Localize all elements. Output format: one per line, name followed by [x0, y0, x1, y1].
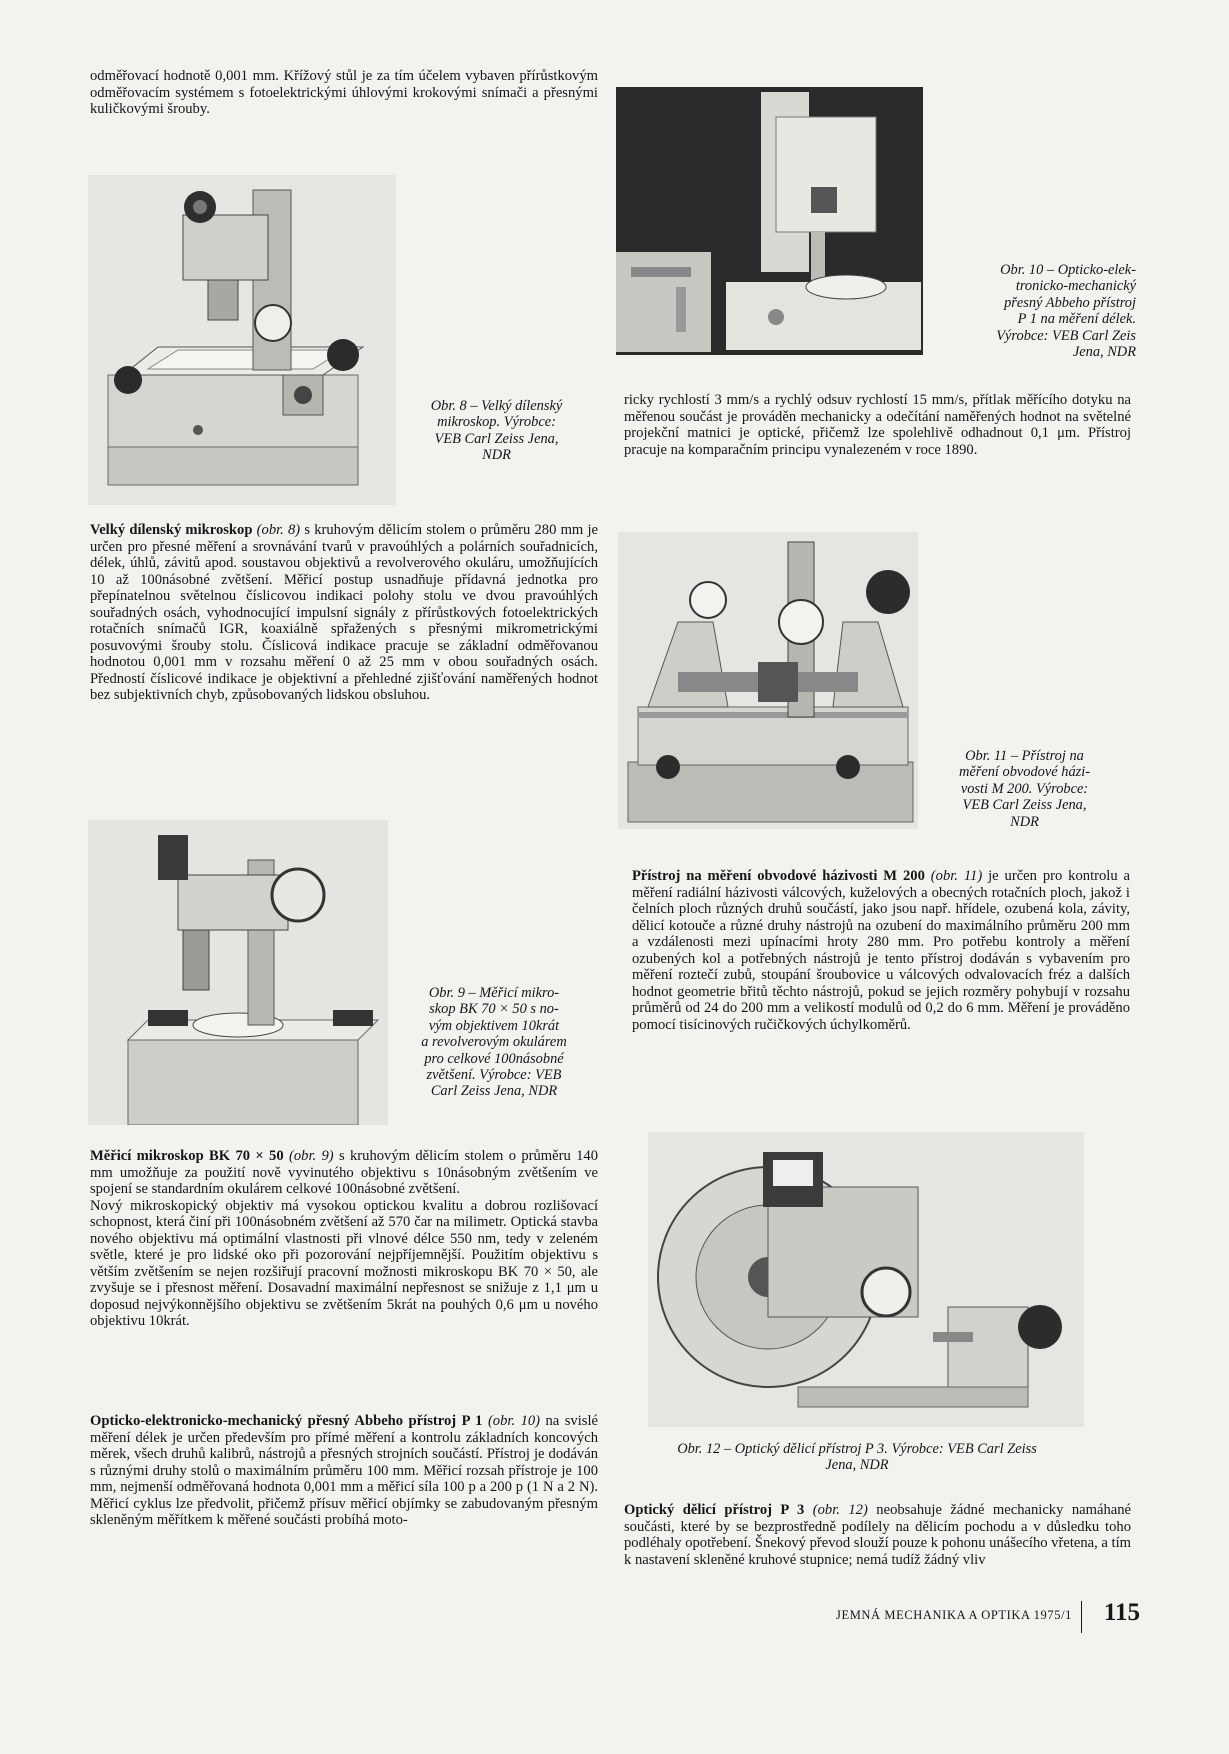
section-m200-ref: (obr. 11) — [930, 868, 983, 884]
fig9-microscope-image — [88, 820, 388, 1125]
section-velky-title: Velký dílenský mikroskop — [90, 522, 253, 538]
section-bk-ref: (obr. 9) — [288, 1148, 334, 1164]
section-bk-mikroskop — [90, 1148, 598, 1330]
section-velky-text: s kruhovým dělicím stolem o průměru 280 mm je určen pro přesné měření a srovnávání tvarů v pravoúhlých a polárních souřadnicích, délek, úhlů, závitů apod. soustavou objektivů a revolverového okuláru, umožňujících 10 až 100násobné zvětšení. Měřicí postup usnadňuje přídavná jednotka pro přepínatelnou světelnou číslicovou indikaci polohy stolu ve dvou pravoúhlých souřadných osách, vyhodnocující impulsní signály z přírůstkových fotoelektrických rotačních snímačů IGR, koaxiálně spřažených s přesnými mikrometrickými posuvovými šrouby stolu. Číslicová indikace pracuje se základní odměřovanou hodnotou 0,001 mm v rozsahu měření 0 až 25 mm v obou souřadných osách. Předností číslicové indikace je objektivní a přehledné zjišťování naměřených hodnot bez subjektivních chyb, způsobovaných lidskou obsluhou. — [90, 522, 598, 703]
fig12-photo — [648, 1132, 1084, 1427]
section-p1-ref: (obr. 10) — [487, 1413, 541, 1429]
section-bk-text-2: Nový mikroskopický objektiv má vysokou optickou kvalitu a dobrou rozlišovací schopnost, která činí při 100násobném zvětšení až 570 čar na milimetr. Optická stavba nového objektivu má optimální vlastnosti při vlnové délce 550 nm, tedy v zeleném světle, které je pro lidské oko při pozorování nejpříjemnější. Použitím objektivu s větším zvětšením se nejen rozšiřují pracovní možnosti mikroskopu BK 70 × 50, ale zvyšuje se i přesnost měření. Dosavadní maximální nepřesnost se snižuje z 1,1 μm u doposud nejvýkonnějšího objektivu se zvětšením 5krát na pouhých 0,6 μm u nového objektivu 10krát. — [90, 1197, 598, 1329]
fig10-caption-line-3: přesný Abbeho přístroj — [1004, 294, 1136, 311]
fig12-caption-line-1: Obr. 12 – Optický dělicí přístroj P 3. Výrobce: VEB Carl Zeiss — [677, 1441, 1037, 1457]
fig10-caption-line-1: Obr. 10 – Opticko-elek- — [1000, 262, 1136, 278]
section-bk-text: s kruhovým dělicím stolem o průměru 140 mm umožňuje za použití nově vyvinutého objektivu s 10násobným zvětšením ve spojení se standardním okulárem celkové 100násobné zvětšení. — [90, 1148, 598, 1197]
section-p3-title: Optický dělicí přístroj P 3 — [624, 1502, 805, 1518]
section-p3 — [624, 1502, 1131, 1568]
fig8-caption — [405, 398, 588, 464]
fig9-caption-line-7: Carl Zeiss Jena, NDR — [430, 1083, 558, 1100]
fig11-caption-line-4: VEB Carl Zeiss Jena, — [962, 797, 1087, 814]
col2-continuation-text: ricky rychlostí 3 mm/s a rychlý odsuv rychlostí 15 mm/s, přítlak měřícího dotyku na měřenou součást je prováděn mechanicky a odečítání naměřených hodnot na světelné projekční matnici je optické, přičemž lze spolehlivě odhadnout 0,1 μm. Přístroj pracuje na komparačním principu vynalezeném v roce 1890. — [624, 392, 1131, 458]
section-bk-title: Měřicí mikroskop BK 70 × 50 — [90, 1148, 284, 1164]
fig10-caption — [930, 262, 1136, 360]
col2-continuation — [624, 392, 1131, 458]
journal-name: JEMNÁ MECHANIKA A OPTIKA 1975/1 — [836, 1608, 1072, 1622]
fig11-caption-line-3: vosti M 200. Výrobce: — [960, 780, 1089, 797]
section-velky-ref: (obr. 8) — [256, 522, 301, 538]
section-m200-title: Přístroj na měření obvodové házivosti M 200 — [632, 868, 925, 884]
fig9-caption-line-2: skop BK 70 × 50 s no- — [429, 1001, 559, 1018]
section-p3-text: neobsahuje žádné mechanicky namáhané součásti, které by se bezprostředně podílely na dělicím pochodu a v důsledku toho podléhaly opotřebení. Šnekový převod slouží pouze k pohonu unášecího vřetena, a tím k nastavení skleněné kruhové stupnice; nemá tudíž žádný vliv — [624, 1502, 1132, 1568]
fig9-photo — [88, 820, 388, 1125]
fig9-caption-line-3: vým objektivem 10krát — [428, 1017, 560, 1034]
fig8-photo — [88, 175, 396, 505]
fig9-caption-line-5: pro celkové 100násobné — [424, 1050, 564, 1067]
fig10-caption-line-5: Výrobce: VEB Carl Zeis — [996, 327, 1136, 344]
page-number: 115 — [1103, 1599, 1140, 1626]
fig11-instrument-image — [618, 532, 918, 829]
fig8-caption-line-3: VEB Carl Zeiss Jena, — [434, 430, 559, 447]
fig10-caption-line-6: Jena, NDR — [1072, 344, 1136, 361]
fig11-caption-line-5: NDR — [1010, 813, 1039, 830]
section-p3-ref: (obr. 12) — [812, 1502, 868, 1518]
section-m200 — [632, 868, 1130, 1033]
fig11-photo — [618, 532, 918, 829]
fig8-caption-line-1: Obr. 8 – Velký dílenský — [430, 398, 563, 414]
page-footer — [760, 1597, 1140, 1637]
fig8-microscope-image — [88, 175, 396, 505]
fig9-caption-line-4: a revolverovým okulárem — [421, 1034, 567, 1051]
fig10-caption-line-4: P 1 na měření délek. — [1017, 311, 1136, 328]
fig10-instrument-image — [616, 87, 923, 355]
intro-paragraph — [90, 68, 598, 118]
section-velky-mikroskop — [90, 522, 598, 704]
fig11-caption-line-1: Obr. 11 – Přístroj na — [965, 748, 1084, 764]
fig8-caption-line-4: NDR — [482, 447, 511, 464]
fig12-instrument-image — [648, 1132, 1084, 1427]
section-p1-title: Opticko-elektronicko-mechanický přesný Abbeho přístroj P 1 — [90, 1413, 483, 1429]
fig10-caption-line-2: tronicko-mechanický — [1015, 278, 1136, 295]
fig9-caption-line-6: zvětšení. Výrobce: VEB — [426, 1067, 562, 1084]
fig10-photo — [616, 87, 923, 355]
fig11-caption — [927, 748, 1122, 830]
fig9-caption — [398, 985, 590, 1100]
fig8-caption-line-2: mikroskop. Výrobce: — [437, 414, 556, 431]
intro-text: odměřovací hodnotě 0,001 mm. Křížový stůl je za tím účelem vybaven přírůstkovým odměřovacím systémem s fotoelektrickými úhlovými krokovými snímači a přesnými kuličkovými šrouby. — [90, 68, 598, 117]
fig12-caption — [602, 1441, 1112, 1474]
section-p1-text: na svislé měření délek je určen především pro přímé měření a kontrolu základních koncových měrek, všech druhů kalibrů, nástrojů a přesných strojních součástí. Přístroj je dodáván s různými druhy stolů o maximálním průměru 100 mm. Měřicí rozsah přístroje je 100 mm, nejmenší odměřovaná hodnota 0,001 mm a měřicí síla 100 p a 200 p (1 N a 2 N). Měřicí cyklus lze předvolit, přičemž přísuv měřicí objímky se zabudovaným přesným skleněným měřítkem k měřené součásti probíhá moto- — [90, 1413, 598, 1528]
fig12-caption-line-2: Jena, NDR — [825, 1457, 889, 1474]
fig9-caption-line-1: Obr. 9 – Měřicí mikro- — [428, 985, 560, 1001]
section-m200-text: je určen pro kontrolu a měření radiální házivosti válcových, kuželových a obecných rotačních ploch, jakož i čelních ploch různých druhů součástí, jako jsou např. hřídele, ozubená kola, závity, dělicí kotouče a různé druhy nástrojů na ozubení do maximálního průměru 200 mm a vzdálenosti mezi upínacími hroty 280 mm. Pro potřebu kontroly a měření ozubených kol a potřebných nástrojů je tento přístroj dodáván s vybavením pro měření roztečí zubů, stoupání šroubovice u válcových odvalovacích fréz a dalších hodnot geometrie břitů těchto nástrojů, pokud se jejich rozměry pohybují v rozsahu průměrů od 24 do 200 mm a velikostí modulů od 0,2 do 6 mm. Měření je prováděno pomocí tisícinových ručičkových úchylkoměrů. — [632, 868, 1130, 1033]
fig11-caption-line-2: měření obvodové házi- — [958, 764, 1091, 781]
section-abbe-p1 — [90, 1413, 598, 1529]
footer-divider — [1081, 1601, 1082, 1633]
